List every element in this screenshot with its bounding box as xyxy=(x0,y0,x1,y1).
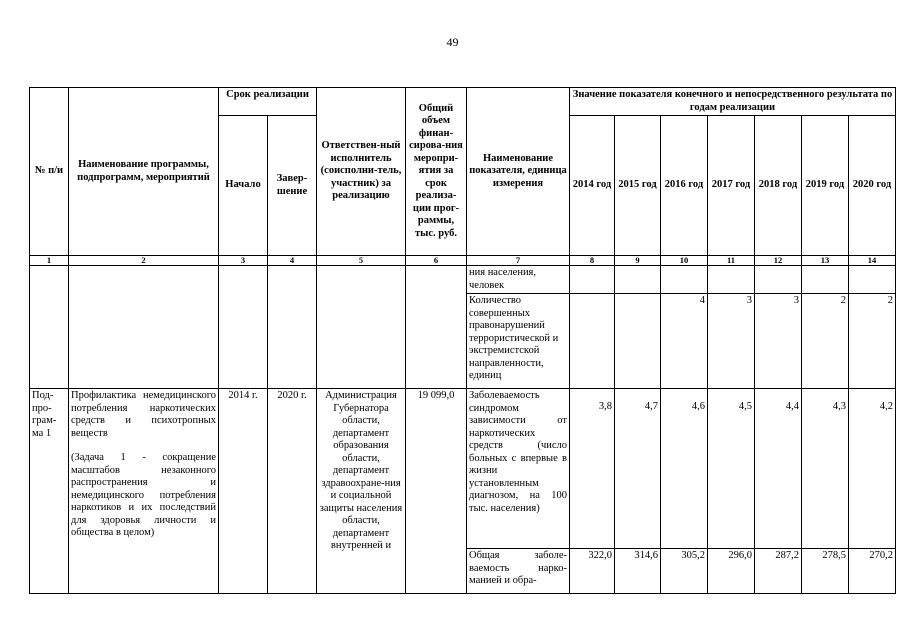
header-year-2016: 2016 год xyxy=(661,116,708,256)
value-cell: 3 xyxy=(755,294,802,389)
column-number: 12 xyxy=(755,256,802,266)
column-number: 13 xyxy=(802,256,849,266)
table-row xyxy=(30,389,896,549)
finance-amount: 19 099,0 xyxy=(406,389,467,594)
empty-cell xyxy=(317,266,406,389)
subprogram-task: (Задача 1 - сокращение масштабов незаконного распространения и немедицинского потребления наркотиков и их последствий для здоровья личности и общества в целом) xyxy=(71,452,216,538)
header-year-2014: 2014 год xyxy=(570,116,615,256)
subprogram-name-cell xyxy=(69,389,219,594)
value-cell: 3,8 xyxy=(570,389,615,549)
value-cell: 278,5 xyxy=(802,549,849,594)
column-number: 14 xyxy=(849,256,896,266)
end-year: 2020 г. xyxy=(268,389,317,594)
column-number: 7 xyxy=(467,256,570,266)
value-cell: 305,2 xyxy=(661,549,708,594)
column-number: 11 xyxy=(708,256,755,266)
header-end: Завер-шение xyxy=(268,116,317,256)
column-number: 9 xyxy=(615,256,661,266)
empty-cell xyxy=(570,266,615,294)
column-number: 3 xyxy=(219,256,268,266)
subprogram-number: Под-про-грам-ма 1 xyxy=(30,389,69,594)
value-cell: 322,0 xyxy=(570,549,615,594)
value-cell xyxy=(615,294,661,389)
header-program-name: Наименование программы, подпрограмм, мероприятий xyxy=(69,88,219,256)
header-row-1 xyxy=(30,88,896,116)
column-number: 1 xyxy=(30,256,69,266)
value-cell: 2 xyxy=(849,294,896,389)
header-year-2020: 2020 год xyxy=(849,116,896,256)
column-number: 6 xyxy=(406,256,467,266)
value-cell xyxy=(570,294,615,389)
header-values: Значение показателя конечного и непосредственного результата по годам реализации xyxy=(570,88,896,116)
header-executor: Ответствен-ный исполнитель (соисполни-тель, участник) за реализацию xyxy=(317,88,406,256)
header-year-2015: 2015 год xyxy=(615,116,661,256)
column-number: 2 xyxy=(69,256,219,266)
value-cell: 4,7 xyxy=(615,389,661,549)
column-number: 4 xyxy=(268,256,317,266)
subprogram-name: Профилактика немедицинского потребления наркотических средств и психотропных веществ xyxy=(71,390,216,439)
program-table xyxy=(29,87,896,594)
column-number: 10 xyxy=(661,256,708,266)
column-number: 8 xyxy=(570,256,615,266)
value-cell: 4,6 xyxy=(661,389,708,549)
empty-cell xyxy=(849,266,896,294)
page-number: 49 xyxy=(446,35,459,49)
value-cell: 4,4 xyxy=(755,389,802,549)
empty-cell xyxy=(802,266,849,294)
value-cell: 3 xyxy=(708,294,755,389)
header-year-2019: 2019 год xyxy=(802,116,849,256)
indicator-continuation: ния населения, человек xyxy=(467,266,570,294)
header-year-2018: 2018 год xyxy=(755,116,802,256)
value-cell: 314,6 xyxy=(615,549,661,594)
indicator-drug-dependence: Заболеваемость синдромом зависимости от наркотических средств (число больных с впервые в жизни установленным диагнозом, на 100 тыс. населения) xyxy=(467,389,570,549)
empty-cell xyxy=(69,266,219,389)
header-indicator: Наименование показателя, единица измерения xyxy=(467,88,570,256)
empty-cell xyxy=(661,266,708,294)
column-number: 5 xyxy=(317,256,406,266)
header-term: Срок реализации xyxy=(219,88,317,116)
empty-cell xyxy=(30,266,69,389)
indicator-offenses: Количество совершенных правонарушений террористической и экстремистской направленности, единиц xyxy=(467,294,570,389)
value-cell: 296,0 xyxy=(708,549,755,594)
value-cell: 4,2 xyxy=(849,389,896,549)
header-year-2017: 2017 год xyxy=(708,116,755,256)
empty-cell xyxy=(219,266,268,389)
value-cell: 2 xyxy=(802,294,849,389)
indicator-drug-morbidity: Общая заболе-ваемость нарко-манией и обра- xyxy=(467,549,570,594)
header-finance: Общий объем финан-сирова-ния меропри-ятия за срок реализа-ции прог-раммы, тыс. руб. xyxy=(406,88,467,256)
header-no: № п/и xyxy=(30,88,69,256)
column-number-row xyxy=(30,256,896,266)
value-cell: 4 xyxy=(661,294,708,389)
executor: Администрация Губернатора области, департамент образования области, департамент здравоохране-ния и социальной защиты населения области, департамент внутренней и xyxy=(317,389,406,594)
value-cell: 287,2 xyxy=(755,549,802,594)
empty-cell xyxy=(708,266,755,294)
empty-cell xyxy=(268,266,317,389)
start-year: 2014 г. xyxy=(219,389,268,594)
empty-cell xyxy=(406,266,467,389)
empty-cell xyxy=(615,266,661,294)
value-cell: 4,3 xyxy=(802,389,849,549)
table-row xyxy=(30,266,896,294)
header-start: Начало xyxy=(219,116,268,256)
empty-cell xyxy=(755,266,802,294)
value-cell: 270,2 xyxy=(849,549,896,594)
value-cell: 4,5 xyxy=(708,389,755,549)
